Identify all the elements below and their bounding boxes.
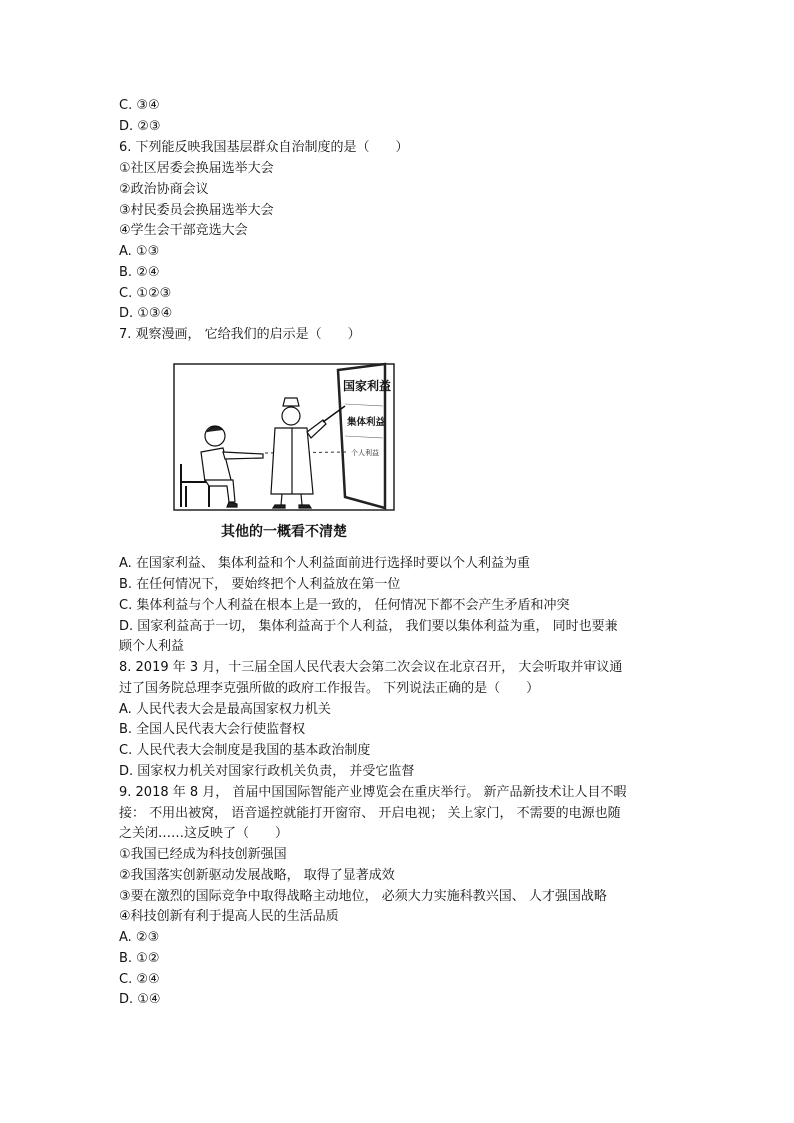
q9-stem: 9. 2018 年 8 月， 首届中国国际智能产业博览会在重庆举行。 新产品新技术让人目不暇 [119, 785, 627, 800]
q9-option-b: B. ①② [119, 951, 160, 966]
board-label-individual: 个人利益 [351, 449, 379, 457]
q9-statement-1: ①我国已经成为科技创新强国 [119, 847, 287, 862]
q6-statement-4: ④学生会干部竞选大会 [119, 223, 248, 238]
q9-statement-4: ④科技创新有利于提高人民的生活品质 [119, 909, 339, 924]
q7-option-d: D. 国家利益高于一切， 集体利益高于个人利益， 我们要以集体利益为重， 同时也要兼 [119, 619, 618, 634]
q8-option-d: D. 国家权力机关对国家行政机关负责， 并受它监督 [119, 764, 415, 779]
q7-option-b: B. 在任何情况下， 要始终把个人利益放在第一位 [119, 577, 401, 592]
q6-statement-2: ②政治协商会议 [119, 182, 209, 197]
q6-option-c: C. ①②③ [119, 286, 172, 301]
q9-stem-continued-1: 接： 不用出被窝， 语音遥控就能打开窗帘、 开启电视； 关上家门， 不需要的电源也随 [119, 806, 621, 821]
q8-option-b: B. 全国人民代表大会行使监督权 [119, 722, 306, 737]
q9-statement-3: ③要在激烈的国际竞争中取得战略主动地位， 必须大力实施科教兴国、 人才强国战略 [119, 889, 607, 904]
q9-stem-continued-2: 之关闭……这反映了（ ） [119, 826, 289, 841]
q5-option-d: D. ②③ [119, 119, 161, 134]
q9-option-a: A. ②③ [119, 930, 160, 945]
q6-option-d: D. ①③④ [119, 306, 173, 321]
cartoon-caption: 其他的一概看不清楚 [221, 524, 347, 540]
q9-statement-2: ②我国落实创新驱动发展战略， 取得了显著成效 [119, 868, 395, 883]
board-label-national: 国家利益 [343, 379, 392, 393]
board-label-collective: 集体利益 [347, 417, 386, 428]
q7-option-c: C. 集体利益与个人利益在根本上是一致的， 任何情况下都不会产生矛盾和冲突 [119, 598, 570, 613]
q6-option-b: B. ②④ [119, 265, 160, 280]
q7-option-d-continued: 顾个人利益 [119, 639, 185, 654]
q9-option-c: C. ②④ [119, 972, 160, 987]
q6-stem: 6. 下列能反映我国基层群众自治制度的是（ ） [119, 140, 409, 155]
q6-option-a: A. ①③ [119, 244, 160, 259]
q9-option-d: D. ①④ [119, 992, 161, 1007]
q8-stem-continued: 过了国务院总理李克强所做的政府工作报告。 下列说法正确的是（ ） [119, 681, 540, 696]
q7-option-a: A. 在国家利益、 集体利益和个人利益面前进行选择时要以个人利益为重 [119, 556, 531, 571]
q8-option-a: A. 人民代表大会是最高国家权力机关 [119, 702, 331, 717]
q6-statement-3: ③村民委员会换届选举大会 [119, 203, 274, 218]
cartoon-image [173, 362, 395, 542]
q6-statement-1: ①社区居委会换届选举大会 [119, 161, 274, 176]
q5-option-c: C. ③④ [119, 98, 160, 113]
q7-stem: 7. 观察漫画， 它给我们的启示是（ ） [119, 327, 361, 342]
q8-option-c: C. 人民代表大会制度是我国的基本政治制度 [119, 743, 371, 758]
q8-stem: 8. 2019 年 3 月，十三届全国人民代表大会第二次会议在北京召开， 大会听取并审议通 [119, 660, 623, 675]
